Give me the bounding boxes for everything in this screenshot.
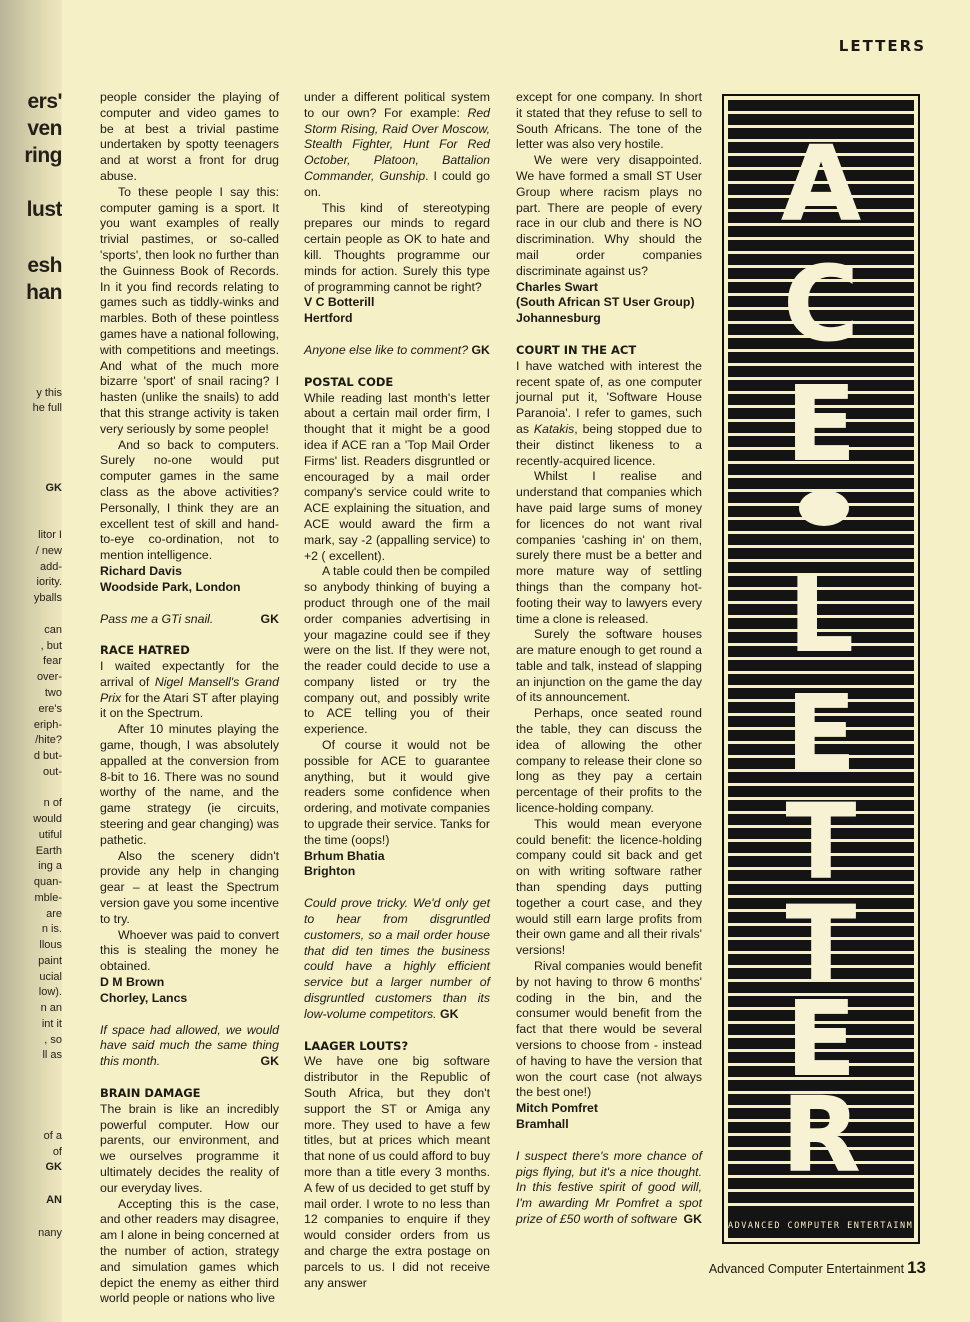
banner-letter-t: T xyxy=(785,883,857,1005)
gutter-text: y this xyxy=(36,387,62,399)
letter-signature: Mitch Pomfret xyxy=(516,1101,598,1116)
gutter-text: Earth xyxy=(35,845,62,857)
gutter-text: mble- xyxy=(34,892,62,904)
gutter-text: fear xyxy=(43,655,62,667)
gutter-text: / new xyxy=(35,545,62,557)
letter-location: Hertford xyxy=(304,311,353,326)
gutter-text: over- xyxy=(36,671,62,683)
banner-letter-c: C xyxy=(782,243,860,365)
section-label: LETTERS xyxy=(838,37,926,55)
letter-heading: RACE HATRED xyxy=(100,643,190,658)
gutter-text: , but xyxy=(40,640,62,652)
gutter-text: utiful xyxy=(38,829,62,841)
gutter-text: ll as xyxy=(42,1049,62,1061)
paragraph: The brain is like an incredibly powerful computer. How our parents, our environment, and we ourselves programme it ultimately decides the reality of our everyday lives. xyxy=(100,1101,279,1195)
paragraph: Accepting this is the case, and other readers may disagree, am I alone in being concerned at the number of action, strategy and simulation games which depict the enemy as either third world people or nations who live xyxy=(100,1196,279,1306)
column-2 xyxy=(304,90,490,1291)
paragraph: A table could then be compiled so anybody thinking of buying a product through one of the mail order companies advertising in your magazine could see if they were on the list. If they were not, the reader could decide to use a company listed or try the company out, and possibly write to ACE telling you of their experience. xyxy=(304,564,490,737)
letter-signature: D M Brown xyxy=(100,975,165,990)
editor-reply xyxy=(304,896,490,1022)
game-title: Nigel Mansell's Grand Prix xyxy=(100,674,279,705)
paragraph xyxy=(100,659,279,722)
text-run: , being stopped due to their distinct likeness to a recently-acquired licence. xyxy=(516,421,703,468)
paragraph: Whoever was paid to convert this is stealing the money he obtained. xyxy=(100,927,279,974)
gutter-text: of a xyxy=(43,1130,62,1142)
gutter-text: of xyxy=(52,1146,62,1158)
gutter-heading-line: ven xyxy=(27,117,62,140)
paragraph: Whilst I realise and understand that companies which have paid large sums of money for licences do not want rival companies 'cashing in' on them, surely there must be a better and more mature way of settling things than the company hot-footing their way to lawyers every time a clone is released. xyxy=(516,469,702,626)
editor-reply-text: I suspect there's more chance of pigs flying, but it's a nice thought. In this festive spirit of good will, I'm awarding Mr Pomfret a spot prize of £50 worth of software xyxy=(516,1148,702,1226)
game-title: Katakis xyxy=(533,421,575,436)
letter-heading: COURT IN THE ACT xyxy=(516,342,637,357)
text-run: . I could go on. xyxy=(304,168,490,199)
editor-initials: GK xyxy=(683,1211,702,1226)
paragraph: We were very disappointed. We have formed a small ST User Group where racism plays no part. There are people of every race in our club and there is NO discrimination. Why should the mail order companies discriminate against us? xyxy=(516,153,702,278)
gutter-text: would xyxy=(33,813,62,825)
gutter-heading-line: lust xyxy=(26,198,62,221)
column-1 xyxy=(100,90,279,1307)
banner-striped-panel xyxy=(728,100,934,1238)
game-titles: Red Storm Rising, Raid Over Moscow, Stealth Fighter, Hunt For Red October, Platoon, Battalion Commander, Gunship xyxy=(304,105,490,183)
banner-letter-r: R xyxy=(780,1074,862,1196)
paragraph: This kind of stereotyping prepares our minds to regard certain people as OK to hate and kill. Thoughts programme our minds for action. Surely this type of programming cannot be right? xyxy=(304,200,490,294)
gutter-text: n is. xyxy=(41,923,62,935)
page-number: 13 xyxy=(907,1258,926,1277)
text-run: for the Atari ST after playing it on the Spectrum. xyxy=(100,690,279,721)
paragraph: This would mean everyone could benefit: the licence-holding company could sit back and get on with writing software rather than spending days putting together a court case, and they would still earn large profits from their own game and all their rivals' versions! xyxy=(516,816,702,958)
column-3 xyxy=(516,90,702,1228)
editor-initials: GK xyxy=(471,342,490,357)
paragraph: And so back to computers. Surely no-one would put computer games in the same class as the above activities? Personally, I think they are an excellent test of skill and hand-to-eye co-ordination, not to mention intelligence. xyxy=(100,437,279,563)
paragraph xyxy=(304,90,490,201)
editor-initials: GK xyxy=(440,1006,459,1021)
letter-signature: Richard Davis xyxy=(100,563,183,578)
banner-letter-l: L xyxy=(787,554,855,676)
gutter-text: llous xyxy=(39,939,62,951)
gutter-heading-line: ers' xyxy=(27,90,62,113)
gutter-heading-line: ring xyxy=(24,144,62,167)
letter-signature: Brhum Bhatia xyxy=(304,848,385,863)
gutter-text: can xyxy=(44,624,62,636)
banner-letter-a: A xyxy=(780,123,862,245)
paragraph xyxy=(516,359,702,470)
gutter-text: two xyxy=(44,687,62,699)
paragraph: Of course it would not be possible for ACE to guarantee anything, but it would give readers some confidence when ordering, and motivate companies to upgrade their service. Tanks for the time (oops!) xyxy=(304,738,490,847)
banner-letter-e: E xyxy=(785,978,857,1100)
previous-page-gutter xyxy=(0,0,62,1322)
paragraph: people consider the playing of computer and video games to be at best a trivial pastime undertaken by spotty teenagers and at worst a front for drug abuse. xyxy=(100,90,279,183)
gutter-text: , so xyxy=(44,1034,62,1046)
letter-location: Chorley, Lancs xyxy=(100,990,188,1005)
banner-bullet-dot xyxy=(799,490,849,526)
letter-signature: Charles Swart xyxy=(516,279,599,294)
paragraph: After 10 minutes playing the game, though, I was absolutely appalled at the conversion from 8-bit to 16. There was no sound worthy of the name, and the game strategy (ie circuits, steering and gear changing) was pathetic. xyxy=(100,722,279,847)
gutter-heading-fragment: AN xyxy=(46,1194,62,1206)
banner-tagline: ADVANCED COMPUTER ENTERTAINMENT xyxy=(728,1214,914,1238)
gutter-text: d but- xyxy=(33,750,62,762)
letter-location: Bramhall xyxy=(516,1117,569,1131)
gutter-text: yballs xyxy=(33,592,62,604)
editor-reply-text: Pass me a GTi snail. xyxy=(100,611,214,626)
banner-letter-e: E xyxy=(785,672,857,794)
gutter-text: out- xyxy=(43,766,62,778)
gutter-text: nany xyxy=(38,1227,62,1239)
letter-location: Johannesburg xyxy=(516,311,601,326)
banner-letter-e: E xyxy=(785,363,857,485)
editor-reply xyxy=(516,1149,702,1228)
ace-letters-banner xyxy=(722,94,934,1244)
editor-reply-text: Anyone else like to comment? xyxy=(304,342,469,357)
gutter-text: eriph- xyxy=(33,719,62,731)
editor-reply xyxy=(304,343,490,359)
banner-title xyxy=(728,100,914,1214)
page-footer xyxy=(709,1258,926,1278)
gutter-text: low). xyxy=(38,986,62,998)
editor-reply xyxy=(100,612,279,628)
paragraph: Perhaps, once seated round the table, they can discuss the idea of allowing the other company to release their clone so long as they pay a certain percentage of their profits to the licence-holding company. xyxy=(516,706,702,816)
gutter-text: add- xyxy=(39,561,62,573)
letter-heading: BRAIN DAMAGE xyxy=(100,1086,201,1101)
letter-organisation: (South African ST User Group) xyxy=(516,295,695,310)
editor-initials: GK xyxy=(260,1054,279,1069)
gutter-text: paint xyxy=(38,955,62,967)
editor-reply xyxy=(100,1023,279,1070)
editor-reply-text: If space had allowed, we would have said much the same thing this month. xyxy=(100,1022,279,1069)
gutter-text: /hite? xyxy=(35,734,62,746)
editor-reply-text: Could prove tricky. We'd only get to hear from disgruntled customers, so a mail order house that did ten times the business could have a highly efficient service but a larger number of disgruntled customers than its low-volume competitors. xyxy=(304,896,490,1021)
gutter-gk: GK xyxy=(45,1161,62,1173)
gutter-gk: GK xyxy=(45,482,62,494)
text-run: I waited expectantly for the arrival of xyxy=(100,659,279,689)
gutter-text: ere's xyxy=(38,703,62,715)
paragraph: Surely the software houses are mature enough to get round a table and talk, instead of slapping an injunction on the game the day of its announcement. xyxy=(516,627,702,705)
paragraph: To these people I say this: computer gaming is a sport. It you want examples of really trivial pastimes, or so-called 'sports', then look no further than the Guinness Book of Records. In it you find records relating to games such as tiddly-winks and marbles. Both of these pointless games have a national following, with competitions and meetings. And what of the much more bizarre 'sport' of snail racing? I hasten (unlike the snails) to add that this strange activity is taken very seriously by some people! xyxy=(100,184,279,436)
gutter-heading-line: han xyxy=(26,281,62,304)
gutter-text: ucial xyxy=(39,971,62,983)
paragraph: Rival companies would benefit by not having to throw 6 months' coding in the bin, and the consumer would benefit from the fact that there would be several versions to choose from - instead of having to have the version that won the court case (not always the best one!) xyxy=(516,959,702,1100)
paragraph: We have one big software distributor in the Republic of South Africa, but they don't support the ST or Amiga any more. They used to have a few titles, but at prices which meant that none of us could afford to buy more than a title every 3 months. A few of us decided to get stuff by mail order. I wrote to no less than 12 companies to enquire if they would consider orders from us and charge the extra postage on parcels to us. I did not receive any answer xyxy=(304,1054,490,1290)
letter-heading: POSTAL CODE xyxy=(304,374,394,389)
text-run: I have watched with interest the recent spate of, as one computer journal put it, 'Software House Paranoia'. I refer to games, such as xyxy=(516,358,702,436)
text-run: under a different political system to our own? For example: xyxy=(304,90,490,120)
letter-location: Brighton xyxy=(304,864,356,879)
gutter-text: are xyxy=(46,908,62,920)
letter-signature: V C Botterill xyxy=(304,295,375,310)
gutter-text: quan- xyxy=(33,876,62,888)
banner-letter-t: T xyxy=(785,781,857,903)
gutter-text: ing a xyxy=(38,860,62,872)
paragraph: While reading last month's letter about a certain mail order firm, I thought that it might be a good idea if ACE ran a 'Top Mail Order Firms' list. Readers disgruntled or encouraged by a mail order company's service could write to ACE explaining the situation, and ACE would award the firm a mark, say -2 (appalling service) to +2 ( excellent). xyxy=(304,390,490,563)
editor-initials: GK xyxy=(260,611,279,626)
letter-location: Woodside Park, London xyxy=(100,579,241,594)
gutter-text: he full xyxy=(32,402,62,414)
gutter-text: n an xyxy=(40,1002,62,1014)
gutter-text: n of xyxy=(43,797,62,809)
gutter-text: int it xyxy=(41,1018,62,1030)
gutter-heading-line: esh xyxy=(27,254,62,277)
magazine-name: Advanced Computer Entertainment xyxy=(708,1262,905,1276)
gutter-text: litor I xyxy=(38,529,62,541)
letter-heading: LAAGER LOUTS? xyxy=(304,1038,409,1053)
paragraph: except for one company. In short it stated that they refuse to sell to South Africans. The tone of the letter was also very hostile. xyxy=(516,90,702,152)
paragraph: Also the scenery didn't provide any help in changing gear – at least the Spectrum version gave you some incentive to try. xyxy=(100,848,279,926)
gutter-text: iority. xyxy=(36,576,62,588)
